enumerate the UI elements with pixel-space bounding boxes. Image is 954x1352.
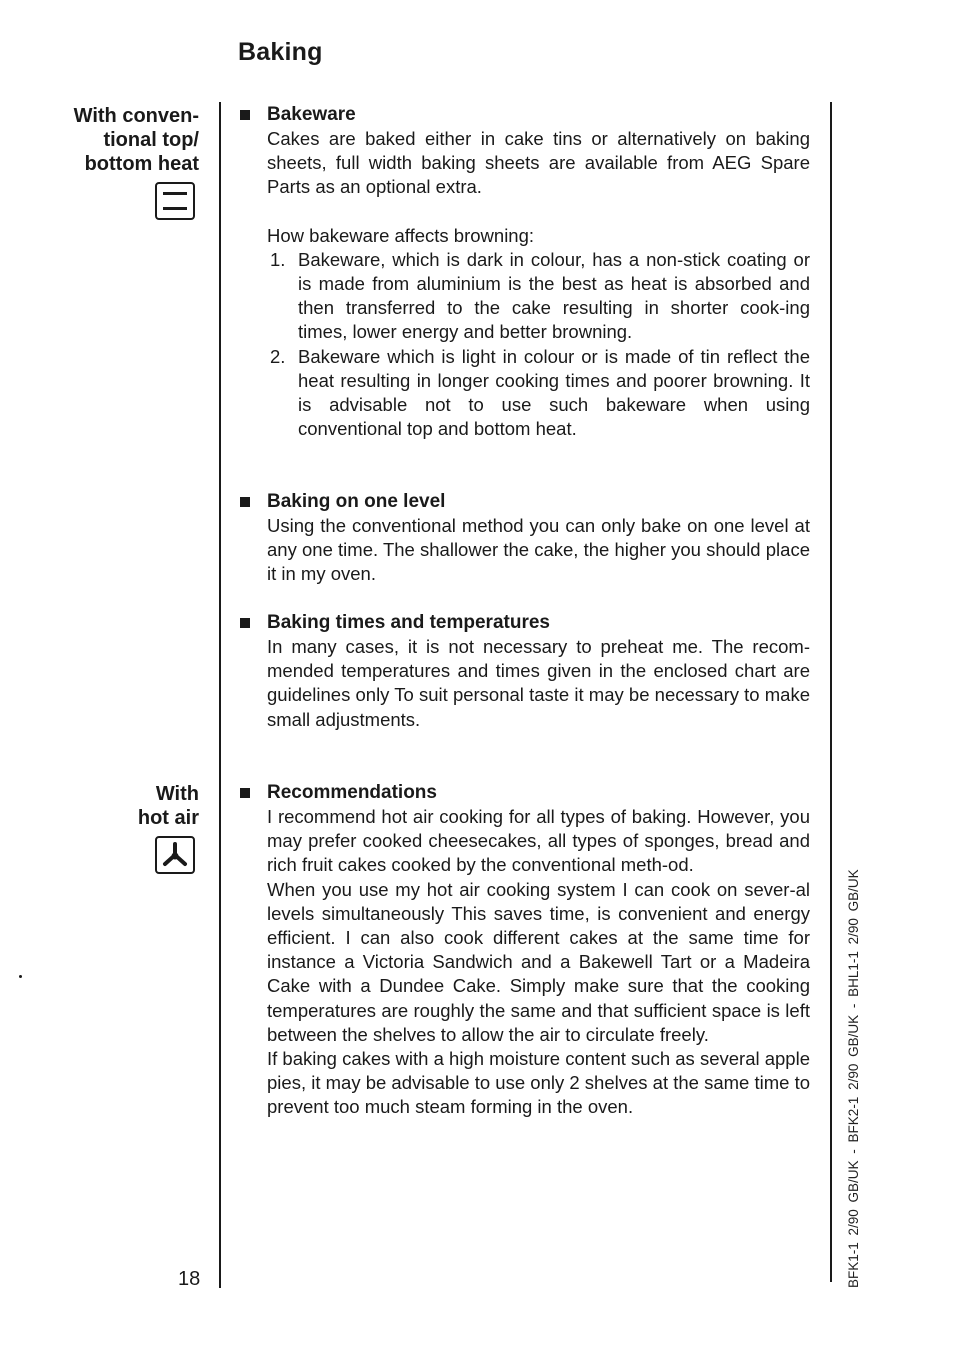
- list-item: [267, 248, 810, 345]
- recommendations-p2: When you use my hot air cooking system I can cook on sever-al levels simultaneously This saves time, is convenient and energy efficient. I can also cook different cakes at the same time for instance a Victoria Sandwich and a Bakewell Tart or a Madeira Cake with a Dundee Cake. Simply make sure that the cooking temperatures are roughly the same and that sufficient space is left between the shelves to allow the air to circulate freely.: [267, 878, 810, 1045]
- page-title: Baking: [238, 38, 323, 66]
- one-level-text: Using the conventional method you can only bake on one level at any one time. The shallower the cake, the higher you should place it in my oven.: [267, 515, 810, 585]
- bakeware-intro: Cakes are baked either in cake tins or alternatively on baking sheets, full width baking sheets are available from AEG Spare Parts as an optional extra.: [267, 128, 810, 198]
- browning-lead: How bakeware affects browning:: [267, 224, 535, 246]
- section-heading: [267, 611, 810, 635]
- left-column-rule: [219, 102, 221, 1288]
- bullet-square: [240, 788, 250, 798]
- list-number: 2.: [270, 345, 286, 367]
- heading-line: tional top/: [103, 129, 199, 151]
- fan-symbol: [157, 838, 193, 872]
- fan-icon: [155, 836, 195, 874]
- heading-line: With: [155, 783, 199, 805]
- heading-line: With conven-: [73, 105, 199, 127]
- top-heat-bar: [163, 192, 187, 195]
- list-text: Bakeware, which is dark in colour, has a non-stick coating or is made from aluminium is the best as heat is absorbed and then transferred to the cake resulting in shorter cook-ing times, lower energy and better browning.: [298, 248, 810, 343]
- bullet-square: [240, 618, 250, 628]
- print-mark: [19, 975, 22, 978]
- bullet-square: [240, 110, 250, 120]
- one-level-section: [267, 490, 810, 587]
- section-heading: [267, 103, 810, 127]
- recommendations-p1: I recommend hot air cooking for all types of baking. However, you may prefer cooked cheesecakes, all types of sponges, bread and rich fruit cakes cooked by the conventional meth-od.: [267, 806, 810, 876]
- page-number: 18: [178, 1268, 201, 1290]
- section-heading: [267, 490, 810, 514]
- conventional-heat-heading: [74, 104, 199, 176]
- bullet-square: [240, 497, 250, 507]
- list-text: Bakeware which is light in colour or is made of tin reflect the heat resulting in longer cooking times and poorer browning. It is advisable not to use such bakeware when using conventional top and bottom heat.: [298, 345, 810, 440]
- list-number: 1.: [270, 248, 286, 270]
- section-heading: [267, 781, 810, 805]
- times-text: In many cases, it is not necessary to preheat me. The recom-mended temperatures and times given in the enclosed chart are guidelines only To suit personal taste it may be necessary to make small adjustments.: [267, 636, 810, 730]
- bakeware-heading: Bakeware: [267, 104, 356, 125]
- right-column-rule: [830, 102, 832, 1282]
- list-item: [267, 345, 810, 442]
- times-heading: Baking times and temperatures: [267, 612, 550, 633]
- one-level-heading: Baking on one level: [267, 491, 446, 512]
- browning-list: [267, 248, 810, 442]
- hot-air-heading: [138, 782, 199, 830]
- recommendations-section: [267, 781, 810, 1120]
- times-section: [267, 611, 810, 732]
- recommendations-heading: Recommendations: [267, 782, 437, 803]
- top-bottom-heat-icon: [155, 182, 195, 220]
- document-code: BFK1-1 2/90 GB/UK - BFK2-1 2/90 GB/UK - BHL1-1 2/90 GB/UK: [846, 869, 861, 1288]
- bakeware-section: [267, 103, 810, 441]
- bottom-heat-bar: [163, 207, 187, 210]
- heading-line: bottom heat: [84, 153, 199, 175]
- recommendations-p3: If baking cakes with a high moisture content such as several apple pies, it may be advisable to use only 2 shelves at the same time to prevent too much steam forming in the oven.: [267, 1048, 810, 1118]
- heading-line: hot air: [137, 807, 199, 829]
